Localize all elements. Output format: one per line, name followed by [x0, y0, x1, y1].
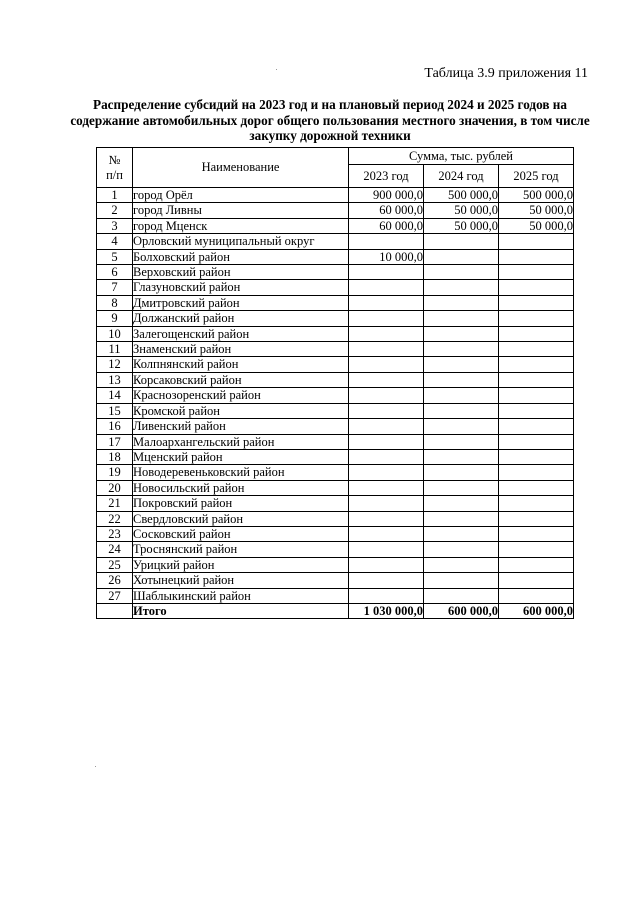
total-2024: 600 000,0 [424, 603, 499, 618]
row-value-2025 [499, 465, 574, 480]
table-reference: Таблица 3.9 приложения 11 [424, 66, 588, 81]
document-title: Распределение субсидий на 2023 год и на плановый период 2024 и 2025 годов на содержание автомобильных дорог общего пользования местного значения, в том числе закупку дорожной техники [70, 97, 590, 143]
row-number: 27 [97, 588, 133, 603]
row-number: 18 [97, 449, 133, 464]
row-number: 14 [97, 388, 133, 403]
row-name: Малоархангельский район [133, 434, 349, 449]
row-value-2024 [424, 511, 499, 526]
row-value-2025 [499, 342, 574, 357]
row-value-2024 [424, 311, 499, 326]
row-number: 20 [97, 480, 133, 495]
table-row [97, 419, 574, 434]
row-name: Колпнянский район [133, 357, 349, 372]
row-number: 24 [97, 542, 133, 557]
row-value-2025 [499, 449, 574, 464]
row-number: 12 [97, 357, 133, 372]
row-value-2024 [424, 403, 499, 418]
header-name: Наименование [133, 148, 349, 188]
row-value-2025 [499, 388, 574, 403]
row-name: Покровский район [133, 496, 349, 511]
row-name: Свердловский район [133, 511, 349, 526]
row-name: город Мценск [133, 218, 349, 233]
row-value-2025 [499, 542, 574, 557]
row-name: Новодеревеньковский район [133, 465, 349, 480]
row-value-2025 [499, 311, 574, 326]
row-value-2023 [349, 465, 424, 480]
row-value-2023 [349, 480, 424, 495]
table-row [97, 388, 574, 403]
row-value-2024 [424, 326, 499, 341]
row-value-2025 [499, 249, 574, 264]
row-number: 3 [97, 218, 133, 233]
row-value-2024 [424, 573, 499, 588]
table-row [97, 357, 574, 372]
row-name: Орловский муниципальный округ [133, 234, 349, 249]
row-value-2023 [349, 326, 424, 341]
row-value-2023 [349, 234, 424, 249]
row-value-2025: 50 000,0 [499, 203, 574, 218]
scan-speck [276, 69, 277, 70]
row-value-2023: 60 000,0 [349, 218, 424, 233]
row-number: 22 [97, 511, 133, 526]
row-name: Троснянский район [133, 542, 349, 557]
row-value-2023 [349, 588, 424, 603]
row-value-2024 [424, 542, 499, 557]
row-name: Мценский район [133, 449, 349, 464]
row-value-2025 [499, 526, 574, 541]
table-row [97, 280, 574, 295]
header-year-2023: 2023 год [349, 165, 424, 188]
row-value-2023 [349, 342, 424, 357]
row-number: 15 [97, 403, 133, 418]
row-value-2023 [349, 449, 424, 464]
table-row [97, 372, 574, 387]
row-number: 2 [97, 203, 133, 218]
table-row [97, 326, 574, 341]
table-row [97, 511, 574, 526]
table-row [97, 218, 574, 233]
row-value-2024 [424, 465, 499, 480]
row-value-2023 [349, 295, 424, 310]
row-value-2023 [349, 311, 424, 326]
table-row [97, 342, 574, 357]
row-number: 9 [97, 311, 133, 326]
row-name: Краснозоренский район [133, 388, 349, 403]
table-row [97, 188, 574, 203]
table-row [97, 557, 574, 572]
row-value-2025 [499, 372, 574, 387]
table-row [97, 526, 574, 541]
row-value-2023 [349, 542, 424, 557]
row-number: 26 [97, 573, 133, 588]
row-name: Новосильский район [133, 480, 349, 495]
table-row [97, 573, 574, 588]
row-value-2024 [424, 434, 499, 449]
row-value-2025 [499, 480, 574, 495]
row-value-2023: 10 000,0 [349, 249, 424, 264]
table-row [97, 234, 574, 249]
row-value-2025 [499, 326, 574, 341]
table-row [97, 265, 574, 280]
row-name: город Ливны [133, 203, 349, 218]
total-number-cell [97, 603, 133, 618]
row-value-2024 [424, 449, 499, 464]
row-name: Корсаковский район [133, 372, 349, 387]
row-value-2025 [499, 295, 574, 310]
row-name: Верховский район [133, 265, 349, 280]
row-value-2023 [349, 265, 424, 280]
row-number: 17 [97, 434, 133, 449]
row-value-2025 [499, 496, 574, 511]
row-value-2024 [424, 295, 499, 310]
row-number: 8 [97, 295, 133, 310]
row-number: 11 [97, 342, 133, 357]
table-row [97, 588, 574, 603]
row-value-2023 [349, 372, 424, 387]
row-number: 5 [97, 249, 133, 264]
row-name: Знаменский район [133, 342, 349, 357]
row-value-2025 [499, 403, 574, 418]
row-value-2023 [349, 280, 424, 295]
row-value-2024: 500 000,0 [424, 188, 499, 203]
row-value-2025 [499, 511, 574, 526]
row-number: 6 [97, 265, 133, 280]
header-year-2025: 2025 год [499, 165, 574, 188]
row-value-2024 [424, 372, 499, 387]
row-value-2024 [424, 526, 499, 541]
table-row [97, 542, 574, 557]
row-value-2023 [349, 434, 424, 449]
row-value-2025: 500 000,0 [499, 188, 574, 203]
table-row [97, 311, 574, 326]
row-value-2024 [424, 357, 499, 372]
row-value-2024 [424, 234, 499, 249]
row-number: 16 [97, 419, 133, 434]
row-number: 4 [97, 234, 133, 249]
row-value-2024 [424, 388, 499, 403]
row-number: 7 [97, 280, 133, 295]
header-number: № п/п [97, 148, 133, 188]
table-row [97, 434, 574, 449]
table-row [97, 249, 574, 264]
scan-speck [95, 766, 96, 767]
total-2023: 1 030 000,0 [349, 603, 424, 618]
table-row [97, 203, 574, 218]
table-row [97, 496, 574, 511]
row-number: 1 [97, 188, 133, 203]
header-sum: Сумма, тыс. рублей [349, 148, 574, 165]
row-value-2025 [499, 434, 574, 449]
row-name: Урицкий район [133, 557, 349, 572]
table-row [97, 403, 574, 418]
row-name: Глазуновский район [133, 280, 349, 295]
header-year-2024: 2024 год [424, 165, 499, 188]
row-number: 23 [97, 526, 133, 541]
row-value-2023 [349, 357, 424, 372]
row-value-2025 [499, 588, 574, 603]
table-row [97, 465, 574, 480]
row-value-2024 [424, 342, 499, 357]
row-value-2024 [424, 249, 499, 264]
row-value-2024 [424, 280, 499, 295]
row-name: Шаблыкинский район [133, 588, 349, 603]
row-name: Болховский район [133, 249, 349, 264]
table-body [97, 188, 574, 604]
row-name: Дмитровский район [133, 295, 349, 310]
row-value-2023 [349, 419, 424, 434]
row-value-2025: 50 000,0 [499, 218, 574, 233]
row-value-2023: 60 000,0 [349, 203, 424, 218]
row-name: город Орёл [133, 188, 349, 203]
row-value-2023 [349, 526, 424, 541]
row-name: Кромской район [133, 403, 349, 418]
row-value-2023 [349, 557, 424, 572]
subsidy-table [96, 147, 574, 619]
row-number: 21 [97, 496, 133, 511]
row-name: Должанский район [133, 311, 349, 326]
total-row [97, 603, 574, 618]
row-value-2024 [424, 496, 499, 511]
row-value-2025 [499, 234, 574, 249]
row-value-2025 [499, 265, 574, 280]
row-value-2024 [424, 557, 499, 572]
row-name: Сосковский район [133, 526, 349, 541]
row-value-2023: 900 000,0 [349, 188, 424, 203]
total-2025: 600 000,0 [499, 603, 574, 618]
row-value-2023 [349, 388, 424, 403]
row-value-2025 [499, 357, 574, 372]
row-name: Хотынецкий район [133, 573, 349, 588]
row-value-2025 [499, 419, 574, 434]
total-label: Итого [133, 603, 349, 618]
row-number: 10 [97, 326, 133, 341]
table-row [97, 449, 574, 464]
row-number: 13 [97, 372, 133, 387]
row-number: 19 [97, 465, 133, 480]
row-number: 25 [97, 557, 133, 572]
row-value-2025 [499, 557, 574, 572]
table-row [97, 295, 574, 310]
row-value-2024: 50 000,0 [424, 218, 499, 233]
row-value-2023 [349, 403, 424, 418]
row-name: Ливенский район [133, 419, 349, 434]
row-value-2025 [499, 280, 574, 295]
row-value-2024 [424, 588, 499, 603]
row-value-2023 [349, 573, 424, 588]
table-row [97, 480, 574, 495]
row-value-2024 [424, 265, 499, 280]
row-name: Залегощенский район [133, 326, 349, 341]
row-value-2024: 50 000,0 [424, 203, 499, 218]
row-value-2024 [424, 419, 499, 434]
row-value-2023 [349, 496, 424, 511]
row-value-2025 [499, 573, 574, 588]
row-value-2023 [349, 511, 424, 526]
row-value-2024 [424, 480, 499, 495]
